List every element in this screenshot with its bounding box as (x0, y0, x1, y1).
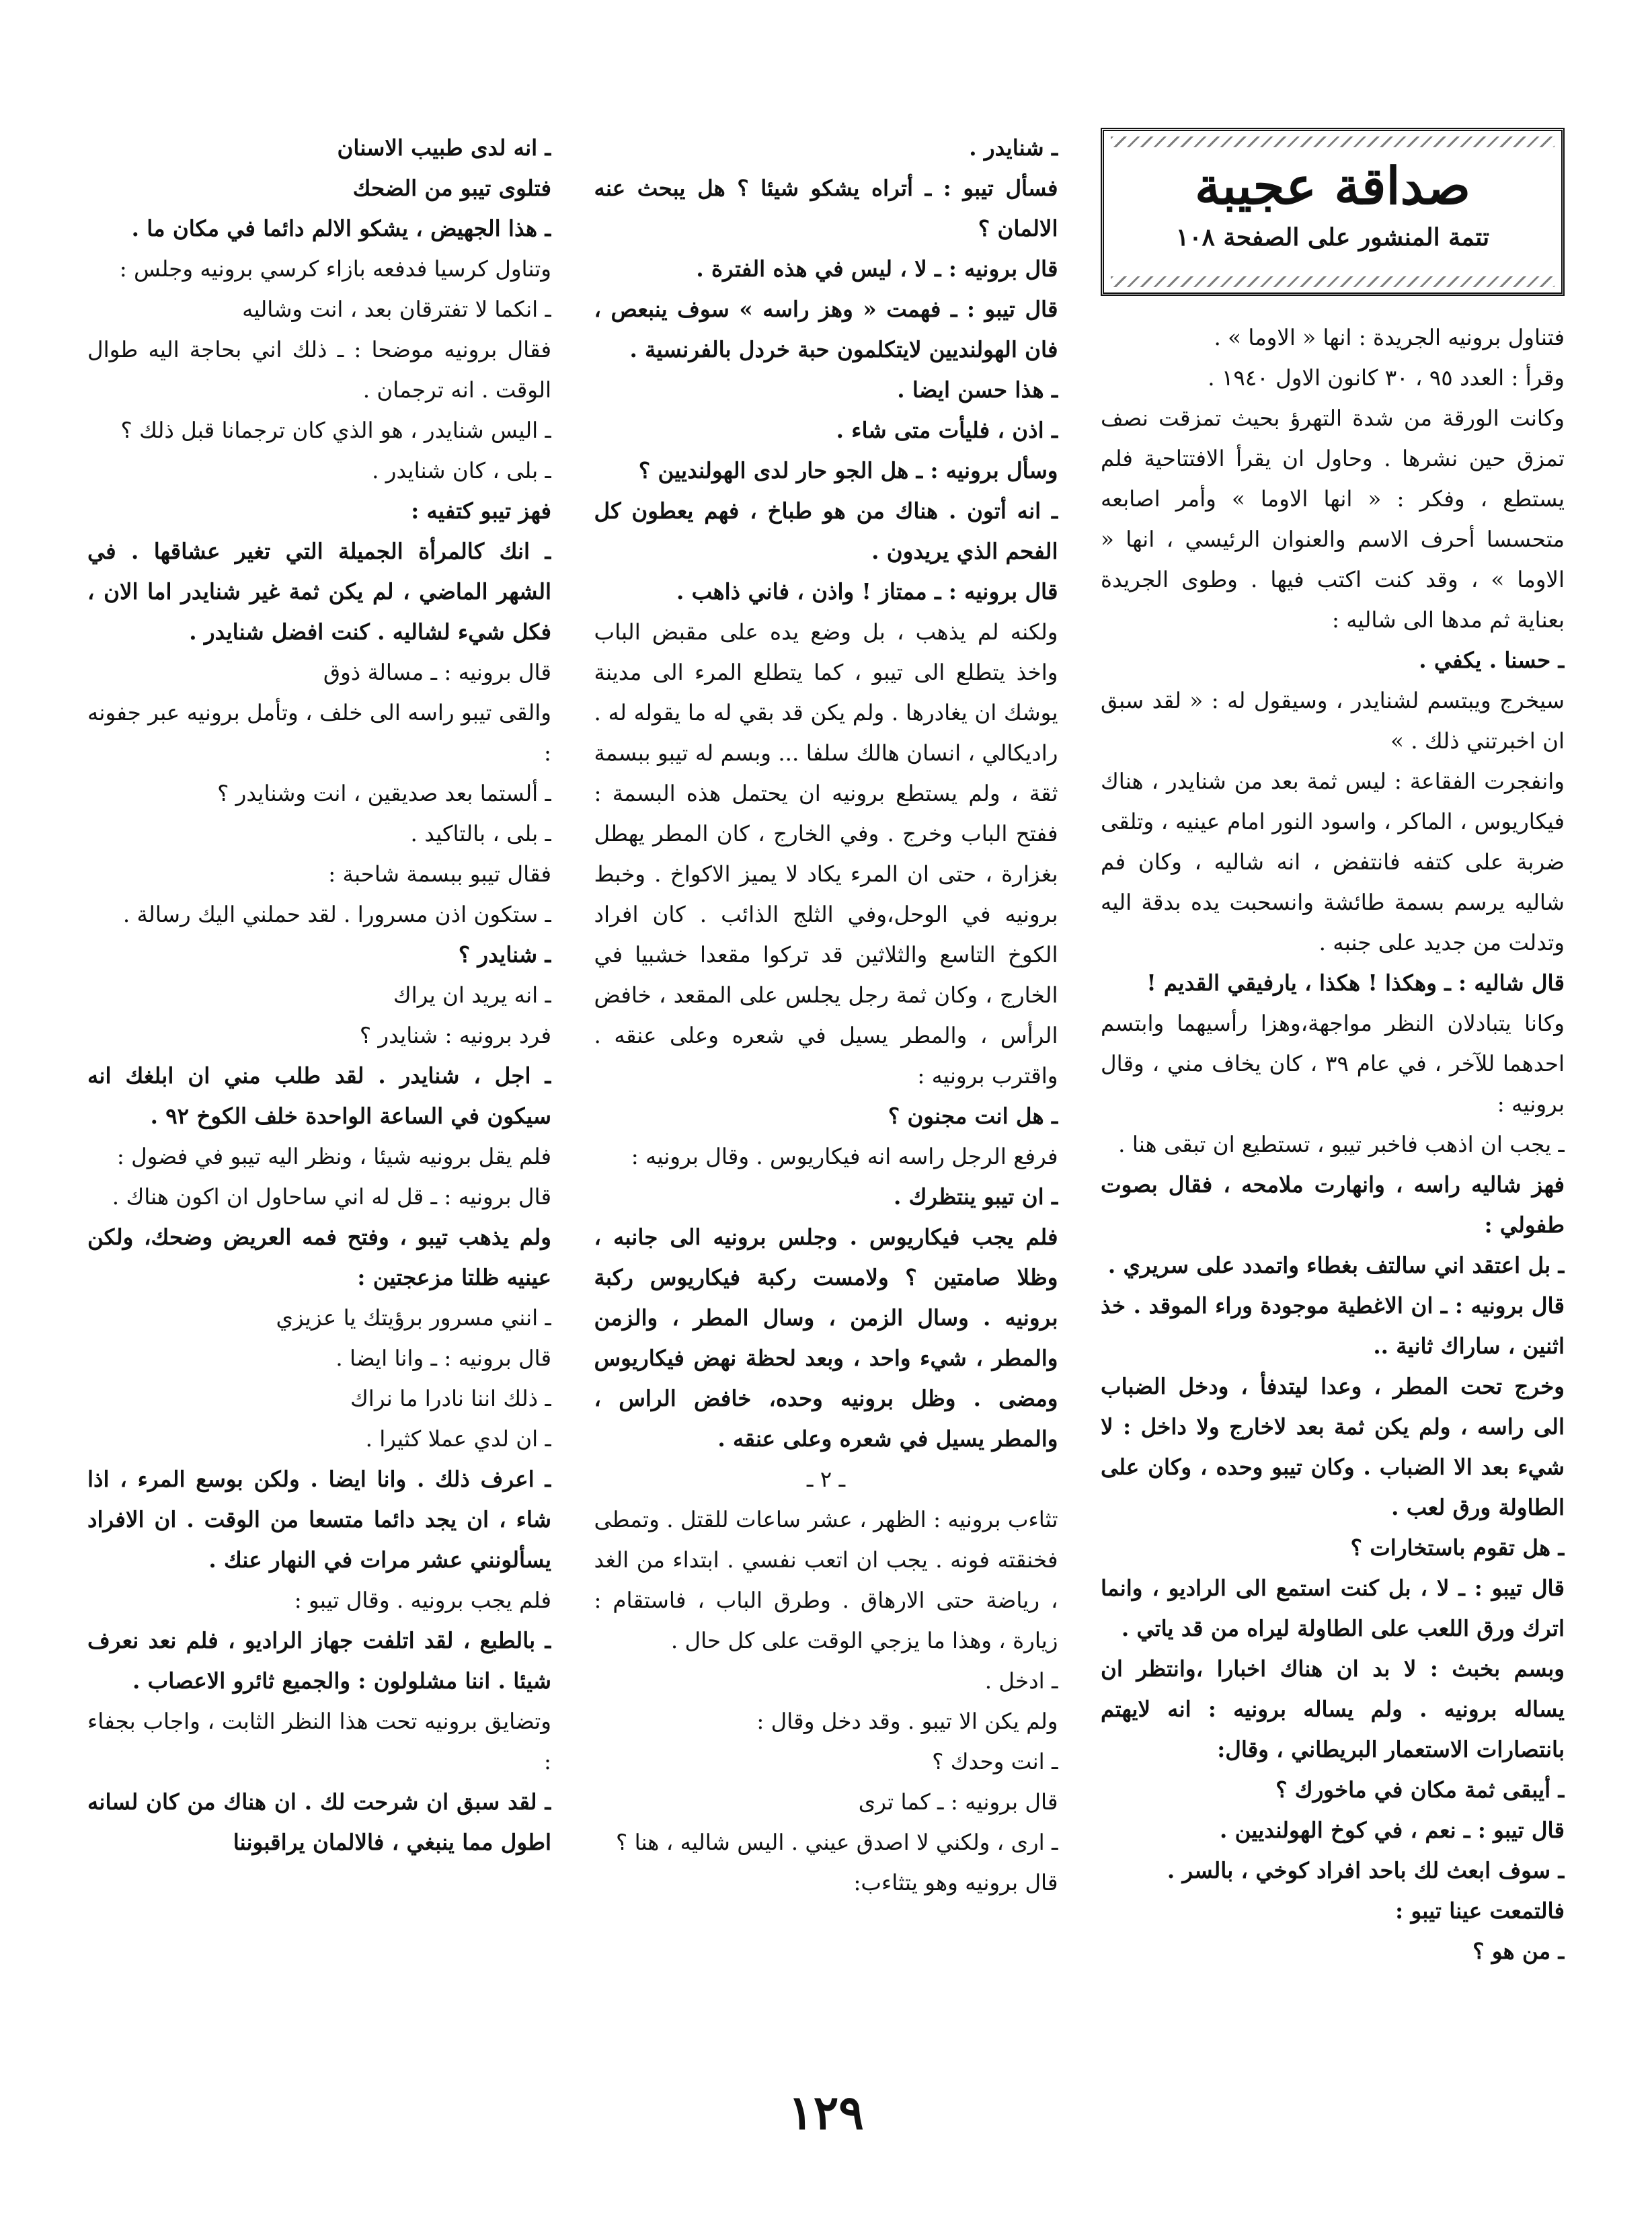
dialogue-line: ـ اجل ، شنايدر . لقد طلب مني ان ابلغك انه سيكون في الساعة الواحدة خلف الكوخ ٩٢ . (87, 1062, 551, 1129)
dialogue-line: ـ انني مسرور برؤيتك يا عزيزي (276, 1305, 551, 1331)
dialogue-line: ـ حسنا . يكفي . (1419, 647, 1565, 673)
dialogue-line: ـ بلى ، بالتاكيد . (410, 821, 551, 847)
dialogue-line: قال برونيه وهو يتثاءب: (853, 1870, 1058, 1895)
paragraph: وتناول كرسيا فدفعه بازاء كرسي برونيه وجلس : (119, 256, 551, 282)
dialogue-line: ـ ألستما بعد صديقين ، انت وشنايدر ؟ (217, 781, 551, 806)
paragraph: ولم يذهب تيبو ، وفتح فمه العريض وضحك، ولكن عينيه ظلتا مزعجتين : (87, 1224, 551, 1290)
paragraph: وانفجرت الفقاعة : ليس ثمة بعد من شنايدر ، هناك فيكاريوس ، الماكر ، واسود النور امام عينيه ، وتلقى ضربة على كتفه فانتفض ، انه شاليه ، وكان فم شاليه يرسم بسمة طائشة وانسحبت يده بدقة اليه وتدلت من جديد على جنبه . (1101, 769, 1565, 955)
paragraph: وخرج تحت المطر ، وعدا ليتدفأ ، ودخل الضباب الى راسه ، ولم يكن ثمة بعد لاخارج ولا داخل : لا شيء بعد الا الضباب . وكان تيبو وحده ، وكان على الطاولة ورق لعب . (1101, 1373, 1565, 1520)
dialogue-line: ـ ادخل . (984, 1668, 1058, 1694)
dialogue-line: ـ انه أتون . هناك من هو طباخ ، فهم يعطون كل الفحم الذي يريدون . (594, 498, 1058, 564)
dialogue-line: قال برونيه : ـ ممتاز ! واذن ، فاني ذاهب . (676, 578, 1058, 604)
dialogue-line: ـ انه لدى طبيب الاسنان (337, 134, 551, 161)
dialogue-line: ـ ستكون اذن مسرورا . لقد حملني اليك رسالة . (122, 902, 551, 927)
dialogue-line: قال برونيه : ـ مسالة ذوق (323, 660, 551, 685)
text-columns (87, 128, 1565, 2111)
dialogue-line: ـ من هو ؟ (1472, 1938, 1565, 1964)
paragraph: فرفع الرجل راسه انه فيكاريوس . وقال برونيه : (631, 1144, 1058, 1169)
paragraph: ولكنه لم يذهب ، بل وضع يده على مقبض الباب واخذ يتطلع الى تيبو ، كما يتطلع المرء الى مدينة يوشك ان يغادرها . ولم يكن قد بقي له ما يقوله له . راديكالي ، انسان هالك سلفا ... وبسم له تيبو ببسمة ثقة ، ولم يستطع برونيه ان يحتمل هذه البسمة : ففتح الباب وخرج . وفي الخارج ، كان المطر يهطل بغزارة ، حتى ان المرء يكاد لا يميز الاكواخ . وخبط برونيه في الوحل،وفي الثلج الذائب . كان افراد الكوخ التاسع والثلاثين قد تركوا مقعدا خشبيا في الخارج ، وكان ثمة رجل يجلس على المقعد ، خافض الرأس ، والمطر يسيل في شعره وعلى عنقه . واقترب برونيه : (594, 619, 1058, 1089)
page-number: ١٢٩ (788, 2084, 864, 2140)
title-border-ornament (1111, 136, 1555, 147)
dialogue-line: ـ أيبقى ثمة مكان في ماخورك ؟ (1275, 1776, 1565, 1803)
dialogue-line: ـ سوف ابعث لك باحد افراد كوخي ، بالسر . (1167, 1857, 1565, 1883)
paragraph: وكانت الورقة من شدة التهرؤ بحيث تمزقت نصف تمزق حين نشرها . وحاول ان يقرأ الافتتاحية فلم يستطع ، وفكر : « انها الاوما » وأمر اصابعه متحسسا أحرف الاسم والعنوان الرئيسي ، انها « الاوما » ، وقد كنت اكتب فيها . وطوى الجريدة بعناية ثم مدها الى شاليه : (1101, 405, 1565, 633)
dialogue-line: ـ بلى ، كان شنايدر . (372, 458, 551, 483)
paragraph: وتضايق برونيه تحت هذا النظر الثابت ، واجاب بجفاء : (87, 1709, 551, 1774)
column-left (87, 128, 551, 2111)
dialogue-line: قال تيبو : ـ لا ، بل كنت استمع الى الراديو ، وانما اترك ورق اللعب على الطاولة ليراه من قد ياتي . (1101, 1575, 1565, 1641)
dialogue-line: ـ ذلك اننا نادرا ما نراك (350, 1386, 551, 1411)
dialogue-line: ـ انت وحدك ؟ (932, 1749, 1058, 1774)
article-subtitle: تتمة المنشور على الصفحة ١٠٨ (1175, 223, 1490, 251)
article-title-box (1101, 128, 1565, 296)
paragraph: فلم يجب فيكاريوس . وجلس برونيه الى جانبه ، وظلا صامتين ؟ ولامست ركبة فيكاريوس ركبة برونيه . وسال الزمن ، وسال المطر ، والزمن والمطر ، شيء واحد ، وبعد لحظة نهض فيكاريوس ومضى . وظل برونيه وحده، خافض الراس ، والمطر يسيل في شعره وعلى عنقه . (594, 1224, 1058, 1452)
dialogue-line: ـ انه يريد ان يراك (393, 982, 551, 1008)
dialogue-line: ـ يجب ان اذهب فاخبر تيبو ، تستطيع ان تبقى هنا . (1118, 1132, 1565, 1157)
dialogue-line: وسأل برونيه : ـ هل الجو حار لدى الهولنديين ؟ (638, 457, 1058, 483)
dialogue-line: فتلوى تيبو من الضحك (352, 175, 551, 201)
column-middle (594, 128, 1058, 2111)
dialogue-line: ـ شنايدر ؟ (458, 941, 551, 968)
dialogue-line: ـ ان لدي عملا كثيرا . (365, 1426, 551, 1452)
dialogue-line: ـ شنايدر . (969, 134, 1058, 161)
dialogue-line: قال برونيه : ـ كما ترى (858, 1789, 1058, 1815)
paragraph: والقى تيبو راسه الى خلف ، وتأمل برونيه عبر جفونه : (87, 700, 551, 766)
dialogue-line: فسأل تيبو : ـ أتراه يشكو شيئا ؟ هل يبحث عنه الالمان ؟ (594, 175, 1058, 241)
dialogue-line: قال تيبو : ـ نعم ، في كوخ الهولنديين . (1220, 1817, 1565, 1843)
dialogue-line: ـ هل تقوم باستخارات ؟ (1350, 1534, 1565, 1561)
title-border-ornament (1111, 276, 1555, 287)
dialogue-line: ـ بل اعتقد اني سالتف بغطاء واتمدد على سريري . (1107, 1252, 1565, 1278)
paragraph: وقرأ : العدد ٩٥ ، ٣٠ كانون الاول ١٩٤٠ . (1208, 365, 1565, 391)
dialogue-line: قال تيبو : ـ فهمت « وهز راسه » سوف ينبعص ، فان الهولنديين لايتكلمون حبة خردل بالفرنسية . (594, 296, 1058, 362)
dialogue-line: ـ بالطبع ، لقد اتلفت جهاز الراديو ، فلم نعد نعرف شيئا . اننا مشلولون : والجميع ثائرو الاعصاب . (87, 1627, 551, 1694)
paragraph: فالتمعت عينا تيبو : (1395, 1897, 1565, 1924)
paragraph: فلم يقل برونيه شيئا ، ونظر اليه تيبو في فضول : (116, 1144, 551, 1169)
dialogue-line: ـ انك كالمرأة الجميلة التي تغير عشاقها . في الشهر الماضي ، لم يكن ثمة غير شنايدر اما الان ، فكل شيء لشاليه . كنت افضل شنايدر . (87, 538, 551, 645)
dialogue-line: ـ ارى ، ولكني لا اصدق عيني . اليس شاليه ، هنا ؟ (616, 1830, 1058, 1855)
dialogue-line: قال برونيه : ـ وانا ايضا . (336, 1345, 551, 1371)
column-right (1101, 128, 1565, 2111)
paragraph: وبسم بخبث : لا بد ان هناك اخبارا ،وانتظر ان يساله برونيه . ولم يساله برونيه : انه لايهتم بانتصارات الاستعمار البريطاني ، وقال: (1101, 1655, 1565, 1762)
dialogue-line: ـ اعرف ذلك . وانا ايضا . ولكن بوسع المرء ، اذا شاء ، ان يجد دائما متسعا من الوقت . ان الافراد يسألونني عشر مرات في النهار عنك . (87, 1466, 551, 1573)
dialogue-line: ـ اليس شنايدر ، هو الذي كان ترجمانا قبل ذلك ؟ (120, 418, 551, 443)
dialogue-line: فهز تيبو كتفيه : (411, 498, 551, 524)
dialogue-line: ـ لقد سبق ان شرحت لك . ان هناك من كان لسانه اطول مما ينبغي ، فالالمان يراقبوننا (87, 1789, 551, 1855)
dialogue-line: ـ انكما لا تفترقان بعد ، انت وشاليه (242, 297, 551, 322)
dialogue-line: فقال تيبو ببسمة شاحبة : (328, 861, 551, 887)
paragraph: وكانا يتبادلان النظر مواجهة،وهزا رأسيهما وابتسم احدهما للآخر ، في عام ٣٩ ، كان يخاف مني ، وقال برونيه : (1101, 1011, 1565, 1117)
dialogue-line: فقال برونيه موضحا : ـ ذلك اني بحاجة اليه طوال الوقت . انه ترجمان . (87, 337, 551, 403)
dialogue-line: ـ ان تيبو ينتظرك . (894, 1183, 1058, 1210)
dialogue-line: ولم يكن الا تيبو . وقد دخل وقال : (756, 1709, 1058, 1734)
dialogue-line: ـ اذن ، فليأت متى شاء . (836, 417, 1058, 443)
dialogue-line: ـ هذا حسن ايضا . (897, 377, 1058, 403)
paragraph: سيخرج ويبتسم لشنايدر ، وسيقول له : « لقد سبق ان اخبرتني ذلك . » (1101, 688, 1565, 754)
dialogue-line: قال برونيه : ـ ان الاغطية موجودة وراء الموقد . خذ اثنين ، ساراك ثانية .. (1101, 1292, 1565, 1359)
dialogue-line: قال برونيه : ـ لا ، ليس في هذه الفترة . (696, 256, 1058, 282)
dialogue-line: ـ هل انت مجنون ؟ (888, 1103, 1058, 1129)
paragraph: تثاءب برونيه : الظهر ، عشر ساعات للقتل . وتمطى فخنقته فونه . يجب ان اتعب نفسي . ابتداء من الغد ، رياضة حتى الارهاق . وطرق الباب ، فاستقام : زيارة ، وهذا ما يزجي الوقت على كل حال . (594, 1507, 1058, 1653)
dialogue-line: قال برونيه : ـ قل له اني ساحاول ان اكون هناك . (112, 1184, 551, 1210)
dialogue-line: فرد برونيه : شنايدر ؟ (359, 1023, 551, 1048)
paragraph: فهز شاليه راسه ، وانهارت ملامحه ، فقال بصوت طفولي : (1101, 1171, 1565, 1238)
dialogue-line: ـ هذا الجهيض ، يشكو الالم دائما في مكان ما . (131, 215, 551, 241)
paragraph: فلم يجب برونيه . وقال تيبو : (294, 1588, 551, 1613)
section-number: ـ ٢ ـ (806, 1466, 846, 1492)
article-title: صداقة عجيبة (1194, 156, 1471, 216)
paragraph: فتناول برونيه الجريدة : انها « الاوما » . (1214, 325, 1565, 350)
dialogue-line: قال شاليه : ـ وهكذا ! هكذا ، يارفيقي القديم ! (1146, 970, 1565, 996)
